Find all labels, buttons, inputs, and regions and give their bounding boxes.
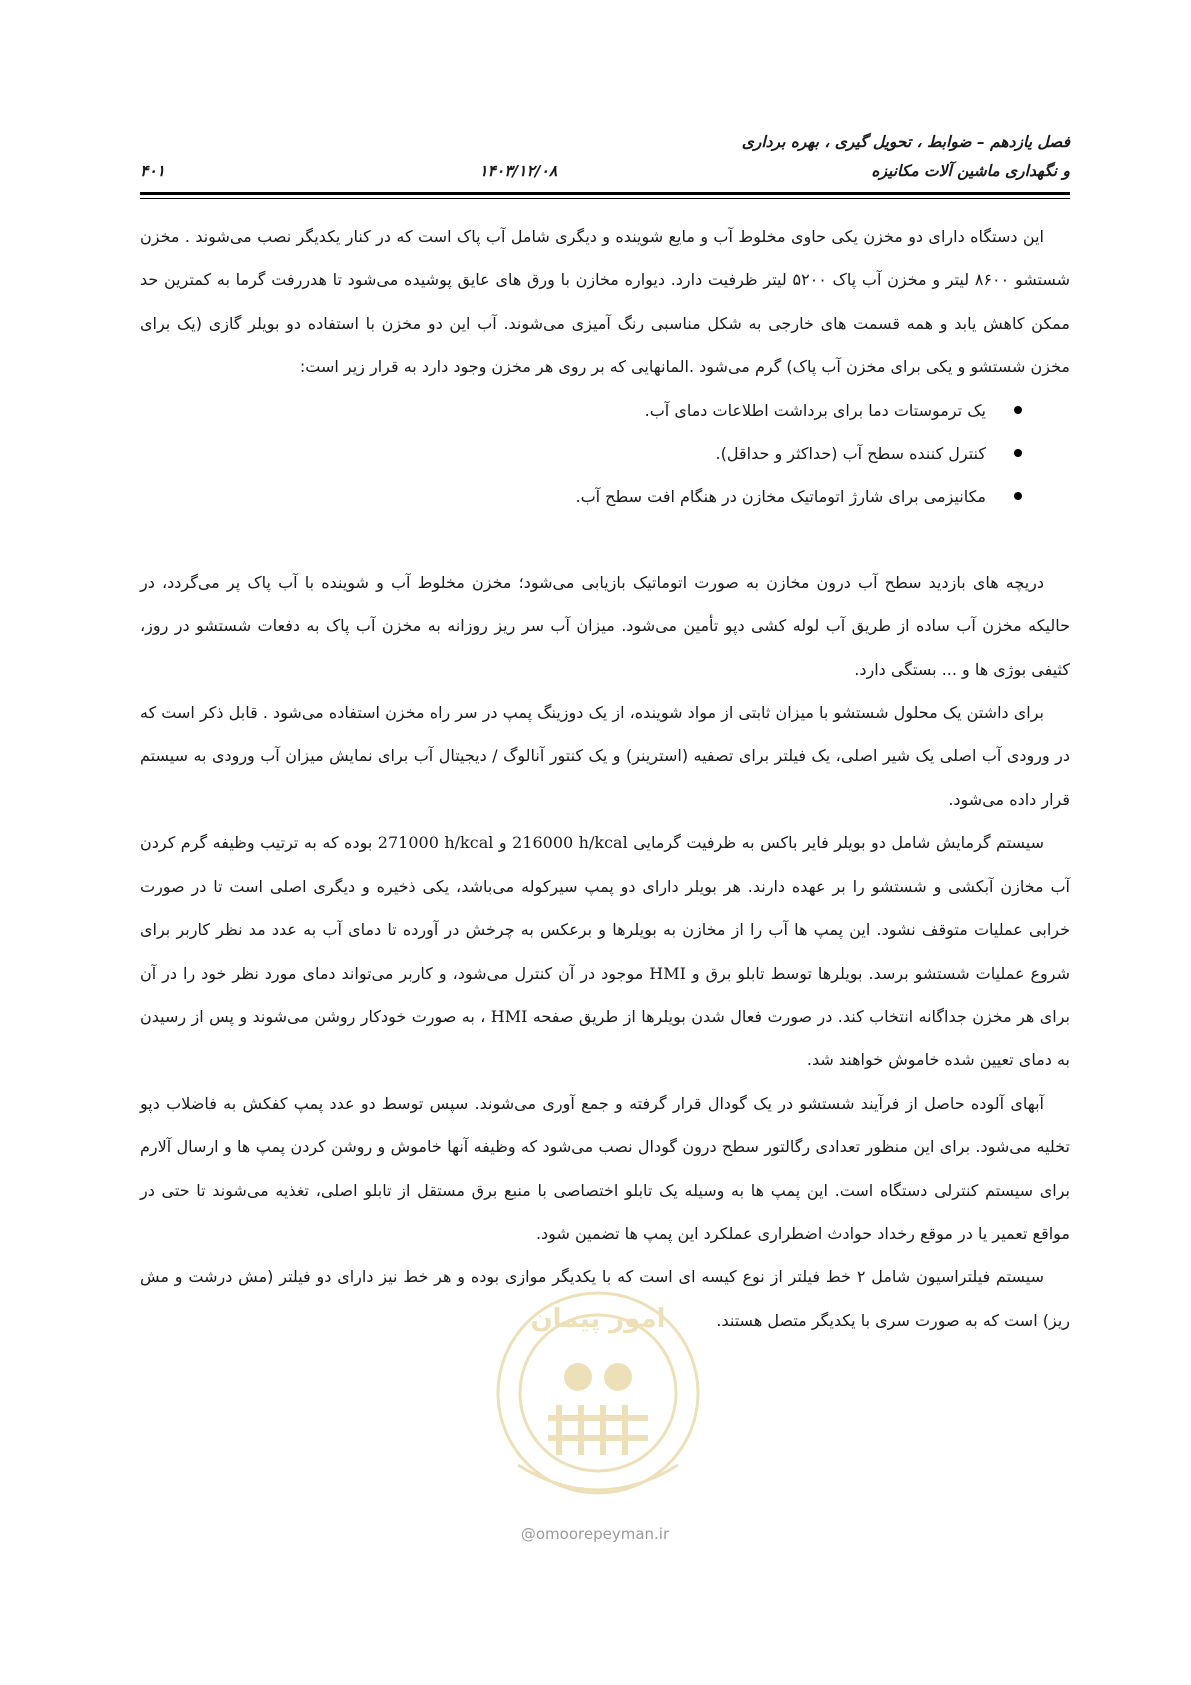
capacity-value-2: 271000 h/kcal: [377, 833, 494, 853]
paragraph-drainage-pumps: آبهای آلوده حاصل از فرآیند شستشو در یک گودال قرار گرفته و جمع آوری می‌شوند. سپس توسط دو عدد پمپ کفکش به فاضلاب دپو تخلیه می‌شود. برای این منظور تعدادی رگالتور سطح درون گودال نصب می‌شود که وظیفه آنها خاموش و روشن کردن پمپ ها و ارسال آلارم برای سیستم کنترلی دستگاه است. این پمپ ها به وسیله یک تابلو اختصاصی با منبع برق مستقل از تابلو اصلی، تغذیه می‌شوند تا حتی در مواقع تعمیر یا در موقع رخداد حوادث اضطراری عملکرد این پمپ ها تضمین شود.: [140, 1093, 1070, 1243]
header-date: ۱۴۰۳/۱۲/۰۸: [479, 162, 558, 180]
paragraph-heating-system: سیستم گرمایش شامل دو بویلر فایر باکس به ظرفیت گرمایی 216000 h/kcal و 271000 h/kcal بوده که به ترتیب وظیفه گرم کردن آب مخازن آبکشی و شستشو را بر عهده دارند. هر بویلر دارای دو پمپ سیرکوله می‌باشد، یکی ذخیره و دیگری اصلی است تا در صورت خرابی عملیات متوقف نشود. این پمپ ها آب را از مخازن به بویلرها و برعکس به چرخش در آورده تا دمای آب به عدد مد نظر کاربر برای شروع عملیات شستشو برسد. بویلرها توسط تابلو برق و HMI موجود در آن کنترل می‌شود، و کاربر می‌تواند دمای مورد نظر خود را در آن برای هر مخزن جداگانه انتخاب کند. در صورت فعال شدن بویلرها از طریق صفحه HMI ، به صورت خودکار روشن می‌شوند و پس از رسیدن به دمای تعیین شده خاموش خواهند شد.: [140, 833, 1071, 1070]
bullet-dot-icon: [1014, 406, 1022, 414]
hmi-term: HMI: [490, 1006, 528, 1026]
document-body: [140, 215, 1070, 1342]
list-item: کنترل کننده سطح آب (حداکثر و حداقل).: [140, 432, 1070, 475]
header-divider-thin: [140, 198, 1070, 199]
chapter-title-line1: فصل یازدهم – ضوابط ، تحویل گیری ، بهره برداری: [741, 133, 1070, 151]
page-number: ۴۰۱: [140, 162, 165, 180]
paragraph-dosing-pump: برای داشتن یک محلول شستشو با میزان ثابتی از مواد شوینده، از یک دوزینگ پمپ در سر راه مخزن استفاده می‌شود . قابل ذکر است که در ورودی آب اصلی یک شیر اصلی، یک فیلتر برای تصفیه (استرینر) و یک کنتور آنالوگ / دیجیتال آب برای نمایش میزان آب ورودی به سیستم قرار داده می‌شود.: [140, 703, 1070, 809]
header-divider-thick: [140, 192, 1070, 195]
bullet-dot-icon: [1014, 449, 1022, 457]
paragraph-filtration: سیستم فیلتراسیون شامل ۲ خط فیلتر از نوع کیسه ای است که با یکدیگر موازی بوده و هر خط نیز دارای دو فیلتر (مش درشت و مش ریز) است که به صورت سری با یکدیگر متصل هستند.: [140, 1267, 1070, 1330]
watermark-logo-text: امور پیمان: [530, 1304, 666, 1334]
paragraph-tanks: این دستگاه دارای دو مخزن یکی حاوی مخلوط آب و مایع شوینده و دیگری شامل آب پاک است که در کنار یکدیگر نصب می‌شوند . مخزن شستشو ۸۶۰۰ لیتر و مخزن آب پاک ۵۲۰۰ لیتر ظرفیت دارد. دیواره مخازن با ورق های عایق پوشیده می‌شود تا هدررفت گرما به کمترین حد ممکن کاهش یابد و همه قسمت های خارجی به شکل مناسبی رنگ آمیزی می‌شوند. آب این دو مخزن با استفاده دو بویلر گازی (یک برای مخزن شستشو و یکی برای مخزن آب پاک) گرم می‌شود .المانهایی که بر روی هر مخزن وجود دارد به قرار زیر است:: [140, 227, 1070, 377]
page-header: [140, 128, 1070, 186]
list-item: مکانیزمی برای شارژ اتوماتیک مخازن در هنگام افت سطح آب.: [140, 475, 1070, 518]
watermark-url: @omoorepeyman.ir: [520, 1525, 670, 1543]
bullet-dot-icon: [1014, 492, 1022, 500]
paragraph-water-level: دریچه های بازدید سطح آب درون مخازن به صورت اتوماتیک بازیابی می‌شود؛ مخزن مخلوط آب و شوینده با آب پاک پر می‌گردد، در حالیکه مخزن آب ساده از طریق آب لوله کشی دپو تأمین می‌شود. میزان آب سر ریز روزانه به مخزن آب پاک به دفعات شستشو در روز، کثیفی بوژی ها و ... بستگی دارد.: [140, 572, 1070, 679]
capacity-value-1: 216000 h/kcal: [512, 833, 628, 853]
chapter-title-line2: و نگهداری ماشین آلات مکانیزه: [871, 162, 1070, 180]
hmi-term: HMI: [649, 963, 686, 983]
tank-elements-list: [140, 389, 1070, 519]
header-row: [140, 157, 1070, 186]
section-gap: [140, 519, 1070, 561]
list-item: یک ترموستات دما برای برداشت اطلاعات دمای آب.: [140, 389, 1070, 432]
